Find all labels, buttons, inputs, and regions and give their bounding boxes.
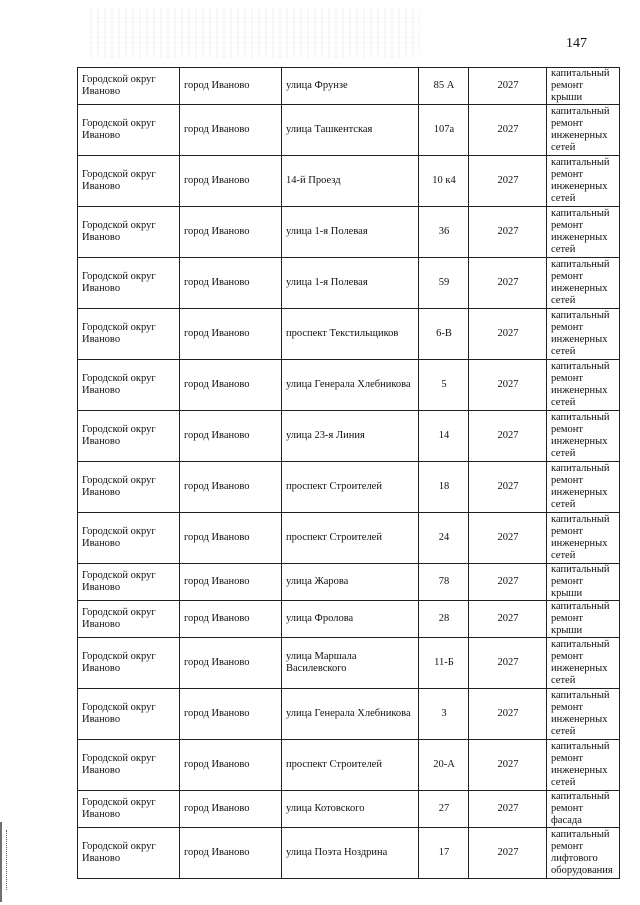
city-cell: город Иваново [180, 258, 282, 309]
house-number-cell: 17 [419, 828, 469, 879]
house-number-cell: 6-В [419, 309, 469, 360]
house-number-cell: 107а [419, 105, 469, 156]
year-cell: 2027 [469, 156, 547, 207]
table-row [78, 207, 620, 258]
street-cell: проспект Строителей [282, 462, 419, 513]
district-cell: Городской округ Иваново [78, 360, 180, 411]
house-number-cell: 59 [419, 258, 469, 309]
house-number-cell: 3 [419, 689, 469, 740]
work-type-cell: капитальный ремонт инженерных сетей [547, 156, 620, 207]
street-cell: улица 1-я Полевая [282, 258, 419, 309]
street-cell: улица Генерала Хлебникова [282, 360, 419, 411]
city-cell: город Иваново [180, 601, 282, 638]
work-type-cell: капитальный ремонт инженерных сетей [547, 740, 620, 791]
city-cell: город Иваново [180, 105, 282, 156]
year-cell: 2027 [469, 828, 547, 879]
table-row [78, 258, 620, 309]
district-cell: Городской округ Иваново [78, 207, 180, 258]
district-cell: Городской округ Иваново [78, 828, 180, 879]
margin-mark [0, 822, 14, 902]
street-cell: улица Фролова [282, 601, 419, 638]
house-number-cell: 5 [419, 360, 469, 411]
work-type-cell: капитальный ремонт инженерных сетей [547, 411, 620, 462]
district-cell: Городской округ Иваново [78, 156, 180, 207]
table-row [78, 411, 620, 462]
street-cell: улица Жарова [282, 564, 419, 601]
work-type-cell: капитальный ремонт лифтового оборудования [547, 828, 620, 879]
street-cell: 14-й Проезд [282, 156, 419, 207]
street-cell: проспект Текстильщиков [282, 309, 419, 360]
year-cell: 2027 [469, 68, 547, 105]
street-cell: проспект Строителей [282, 513, 419, 564]
table-row [78, 462, 620, 513]
work-type-cell: капитальный ремонт инженерных сетей [547, 638, 620, 689]
work-type-cell: капитальный ремонт крыши [547, 601, 620, 638]
capital-repair-table [77, 67, 620, 879]
city-cell: город Иваново [180, 740, 282, 791]
street-cell: улица Котовского [282, 791, 419, 828]
table-row [78, 360, 620, 411]
city-cell: город Иваново [180, 207, 282, 258]
table-row [78, 105, 620, 156]
house-number-cell: 11-Б [419, 638, 469, 689]
page-number: 147 [566, 36, 587, 51]
year-cell: 2027 [469, 513, 547, 564]
house-number-cell: 78 [419, 564, 469, 601]
margin-mark [6, 830, 7, 890]
table-row [78, 689, 620, 740]
city-cell: город Иваново [180, 513, 282, 564]
year-cell: 2027 [469, 638, 547, 689]
year-cell: 2027 [469, 564, 547, 601]
table-row [78, 309, 620, 360]
year-cell: 2027 [469, 740, 547, 791]
house-number-cell: 24 [419, 513, 469, 564]
city-cell: город Иваново [180, 638, 282, 689]
year-cell: 2027 [469, 411, 547, 462]
work-type-cell: капитальный ремонт инженерных сетей [547, 462, 620, 513]
district-cell: Городской округ Иваново [78, 258, 180, 309]
city-cell: город Иваново [180, 462, 282, 513]
house-number-cell: 36 [419, 207, 469, 258]
district-cell: Городской округ Иваново [78, 601, 180, 638]
house-number-cell: 10 к4 [419, 156, 469, 207]
house-number-cell: 85 А [419, 68, 469, 105]
house-number-cell: 14 [419, 411, 469, 462]
house-number-cell: 18 [419, 462, 469, 513]
year-cell: 2027 [469, 258, 547, 309]
work-type-cell: капитальный ремонт инженерных сетей [547, 513, 620, 564]
district-cell: Городской округ Иваново [78, 791, 180, 828]
work-type-cell: капитальный ремонт инженерных сетей [547, 207, 620, 258]
year-cell: 2027 [469, 309, 547, 360]
district-cell: Городской округ Иваново [78, 105, 180, 156]
street-cell: улица Поэта Ноздрина [282, 828, 419, 879]
year-cell: 2027 [469, 462, 547, 513]
street-cell: улица 23-я Линия [282, 411, 419, 462]
district-cell: Городской округ Иваново [78, 689, 180, 740]
table-row [78, 828, 620, 879]
district-cell: Городской округ Иваново [78, 638, 180, 689]
work-type-cell: капитальный ремонт крыши [547, 564, 620, 601]
table-row [78, 638, 620, 689]
city-cell: город Иваново [180, 309, 282, 360]
table-row [78, 740, 620, 791]
house-number-cell: 28 [419, 601, 469, 638]
district-cell: Городской округ Иваново [78, 68, 180, 105]
table-row [78, 791, 620, 828]
district-cell: Городской округ Иваново [78, 740, 180, 791]
table-row [78, 564, 620, 601]
scan-artifact [90, 8, 420, 58]
district-cell: Городской округ Иваново [78, 564, 180, 601]
house-number-cell: 27 [419, 791, 469, 828]
street-cell: улица Ташкентская [282, 105, 419, 156]
work-type-cell: капитальный ремонт крыши [547, 68, 620, 105]
work-type-cell: капитальный ремонт инженерных сетей [547, 689, 620, 740]
work-type-cell: капитальный ремонт инженерных сетей [547, 360, 620, 411]
table-row [78, 156, 620, 207]
street-cell: улица 1-я Полевая [282, 207, 419, 258]
district-cell: Городской округ Иваново [78, 513, 180, 564]
city-cell: город Иваново [180, 68, 282, 105]
street-cell: улица Фрунзе [282, 68, 419, 105]
street-cell: улица Генерала Хлебникова [282, 689, 419, 740]
city-cell: город Иваново [180, 360, 282, 411]
city-cell: город Иваново [180, 689, 282, 740]
street-cell: проспект Строителей [282, 740, 419, 791]
district-cell: Городской округ Иваново [78, 411, 180, 462]
house-number-cell: 20-А [419, 740, 469, 791]
work-type-cell: капитальный ремонт инженерных сетей [547, 258, 620, 309]
district-cell: Городской округ Иваново [78, 309, 180, 360]
table-row [78, 513, 620, 564]
year-cell: 2027 [469, 105, 547, 156]
year-cell: 2027 [469, 791, 547, 828]
table-row [78, 601, 620, 638]
table-row [78, 68, 620, 105]
work-type-cell: капитальный ремонт инженерных сетей [547, 105, 620, 156]
work-type-cell: капитальный ремонт инженерных сетей [547, 309, 620, 360]
year-cell: 2027 [469, 601, 547, 638]
year-cell: 2027 [469, 360, 547, 411]
year-cell: 2027 [469, 207, 547, 258]
city-cell: город Иваново [180, 411, 282, 462]
work-type-cell: капитальный ремонт фасада [547, 791, 620, 828]
table-body [78, 68, 620, 879]
city-cell: город Иваново [180, 791, 282, 828]
city-cell: город Иваново [180, 828, 282, 879]
street-cell: улица Маршала Василевского [282, 638, 419, 689]
city-cell: город Иваново [180, 156, 282, 207]
year-cell: 2027 [469, 689, 547, 740]
district-cell: Городской округ Иваново [78, 462, 180, 513]
city-cell: город Иваново [180, 564, 282, 601]
